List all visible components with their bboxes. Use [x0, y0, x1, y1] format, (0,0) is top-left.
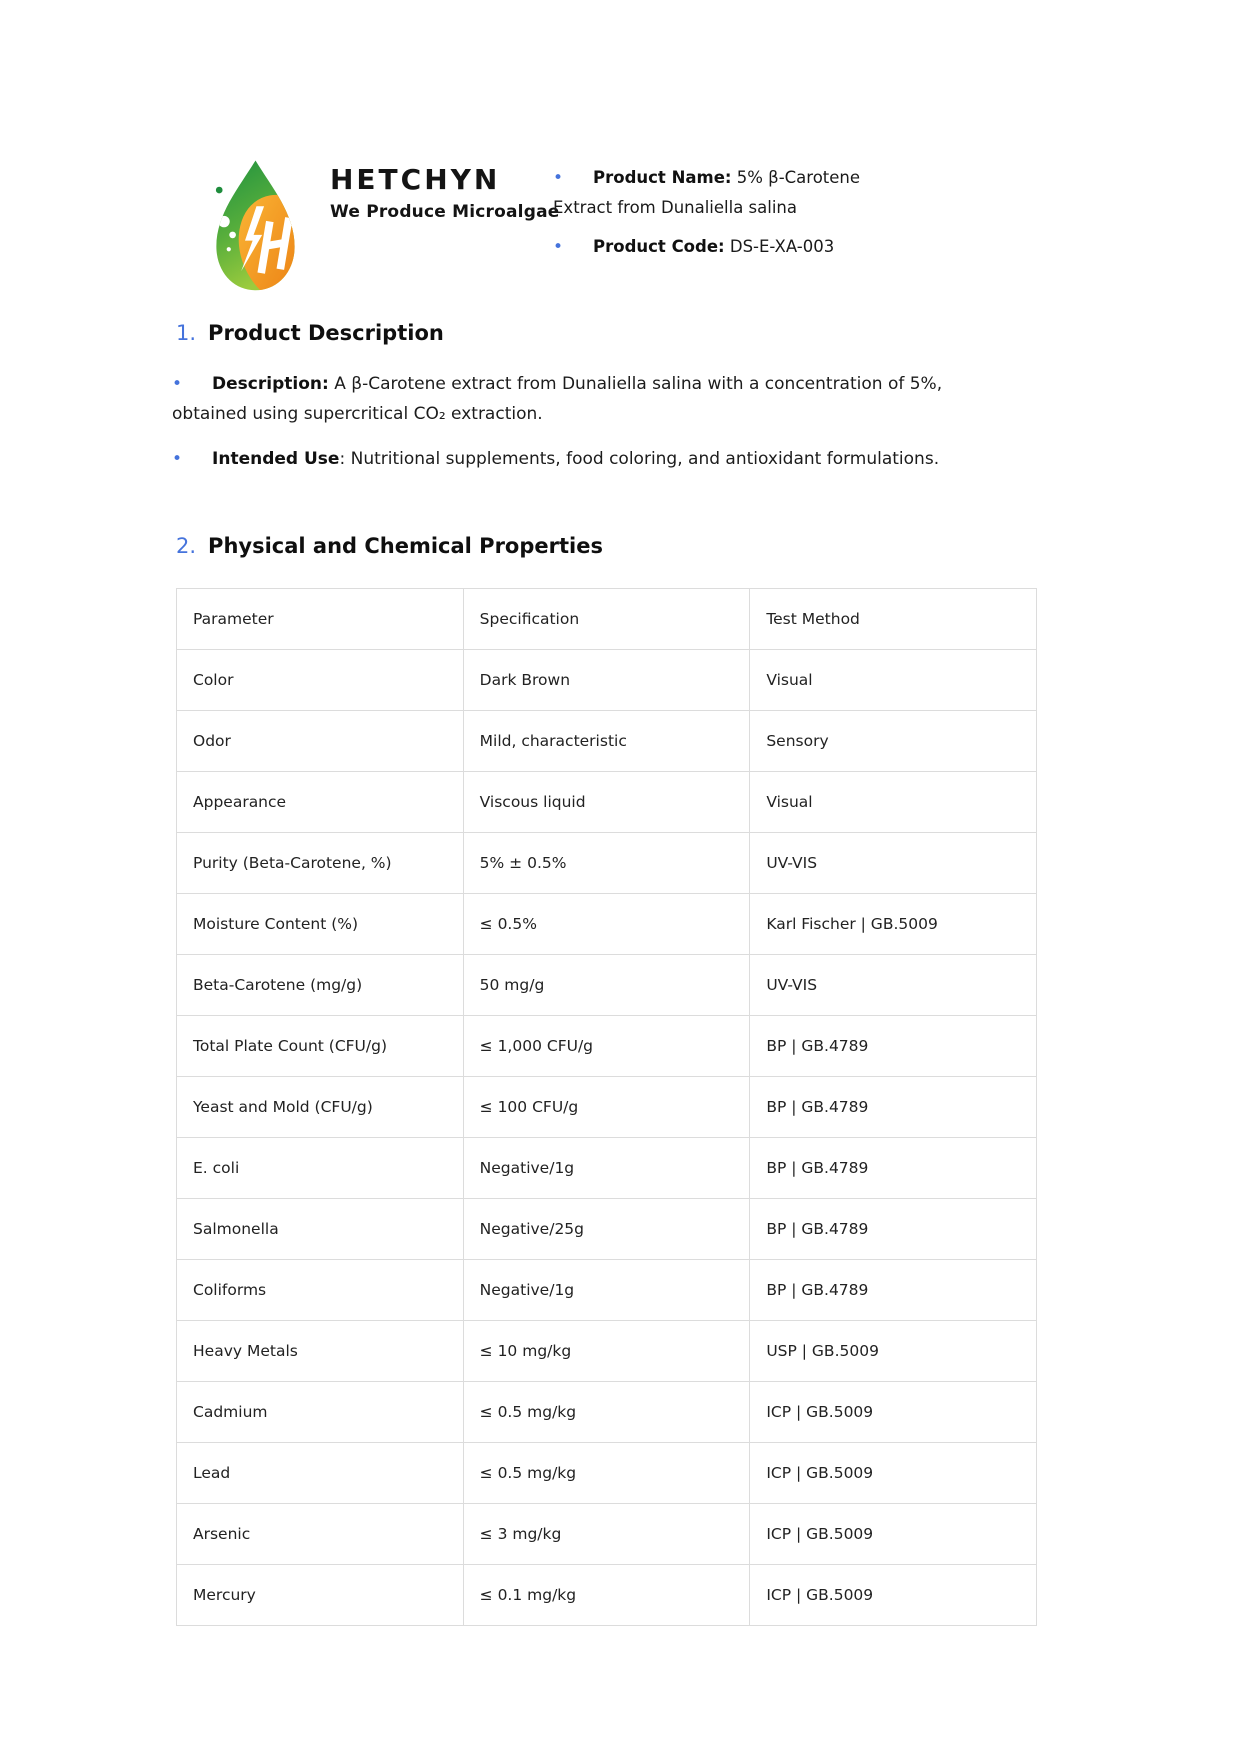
- section-2-title: Physical and Chemical Properties: [208, 534, 603, 558]
- table-row: [177, 1138, 1037, 1199]
- table-cell-specification: 50 mg/g: [463, 955, 750, 1016]
- description-bullet: [172, 370, 972, 429]
- table-cell-test-method: BP | GB.4789: [750, 1260, 1037, 1321]
- table-cell-test-method: Visual: [750, 650, 1037, 711]
- table-cell-test-method: BP | GB.4789: [750, 1199, 1037, 1260]
- table-row: [177, 1016, 1037, 1077]
- column-header-parameter: Parameter: [177, 589, 464, 650]
- description-bullet: [172, 445, 972, 475]
- table-cell-parameter: Odor: [177, 711, 464, 772]
- table-cell-test-method: BP | GB.4789: [750, 1077, 1037, 1138]
- product-info-label: Product Code:: [593, 237, 725, 256]
- spec-table: [176, 588, 1037, 1626]
- section-2-heading: [176, 533, 603, 560]
- table-row: [177, 1443, 1037, 1504]
- table-row: [177, 1199, 1037, 1260]
- table-row: [177, 711, 1037, 772]
- product-description-bullets: [172, 370, 972, 491]
- table-cell-test-method: ICP | GB.5009: [750, 1504, 1037, 1565]
- table-cell-specification: Negative/1g: [463, 1138, 750, 1199]
- brand-tagline: We Produce Microalgae: [330, 202, 560, 222]
- table-cell-parameter: Yeast and Mold (CFU/g): [177, 1077, 464, 1138]
- product-info-bullet: [553, 232, 889, 262]
- table-row: [177, 650, 1037, 711]
- droplet-microalgae-logo-icon: [203, 150, 308, 295]
- table-cell-specification: Viscous liquid: [463, 772, 750, 833]
- table-cell-test-method: UV-VIS: [750, 833, 1037, 894]
- section-1-title: Product Description: [208, 321, 444, 345]
- table-cell-test-method: USP | GB.5009: [750, 1321, 1037, 1382]
- table-cell-test-method: BP | GB.4789: [750, 1016, 1037, 1077]
- table-cell-test-method: BP | GB.4789: [750, 1138, 1037, 1199]
- bullet-icon: •: [553, 168, 564, 188]
- header-product-bullets: [553, 163, 889, 262]
- table-cell-test-method: ICP | GB.5009: [750, 1382, 1037, 1443]
- table-cell-specification: Negative/1g: [463, 1260, 750, 1321]
- table-row: [177, 833, 1037, 894]
- description-bullet-text: : Nutritional supplements, food coloring, and antioxidant formulations.: [339, 449, 940, 469]
- table-cell-parameter: Appearance: [177, 772, 464, 833]
- table-cell-test-method: Sensory: [750, 711, 1037, 772]
- table-row: [177, 894, 1037, 955]
- table-cell-parameter: Lead: [177, 1443, 464, 1504]
- product-info-value: DS-E-XA-003: [724, 237, 835, 256]
- table-row: [177, 1321, 1037, 1382]
- table-cell-specification: 5% ± 0.5%: [463, 833, 750, 894]
- section-1-number: 1.: [176, 321, 197, 345]
- table-cell-parameter: Mercury: [177, 1565, 464, 1626]
- table-row: [177, 1260, 1037, 1321]
- table-cell-test-method: ICP | GB.5009: [750, 1443, 1037, 1504]
- table-cell-specification: Negative/25g: [463, 1199, 750, 1260]
- table-cell-test-method: ICP | GB.5009: [750, 1565, 1037, 1626]
- table-row: [177, 1382, 1037, 1443]
- table-cell-test-method: UV-VIS: [750, 955, 1037, 1016]
- table-cell-specification: ≤ 0.5 mg/kg: [463, 1443, 750, 1504]
- table-cell-parameter: Purity (Beta-Carotene, %): [177, 833, 464, 894]
- table-row: [177, 955, 1037, 1016]
- description-bullet-label: Intended Use: [212, 449, 340, 469]
- table-cell-test-method: Karl Fischer | GB.5009: [750, 894, 1037, 955]
- table-cell-parameter: Cadmium: [177, 1382, 464, 1443]
- table-cell-specification: ≤ 0.1 mg/kg: [463, 1565, 750, 1626]
- column-header-specification: Specification: [463, 589, 750, 650]
- table-cell-specification: ≤ 0.5 mg/kg: [463, 1382, 750, 1443]
- table-row: [177, 772, 1037, 833]
- table-cell-specification: ≤ 100 CFU/g: [463, 1077, 750, 1138]
- bullet-icon: •: [172, 374, 183, 394]
- table-cell-test-method: Visual: [750, 772, 1037, 833]
- table-cell-parameter: Total Plate Count (CFU/g): [177, 1016, 464, 1077]
- table-row: [177, 1077, 1037, 1138]
- table-cell-parameter: Heavy Metals: [177, 1321, 464, 1382]
- product-info-label: Product Name:: [593, 168, 732, 187]
- bullet-icon: •: [172, 449, 183, 469]
- table-cell-parameter: Moisture Content (%): [177, 894, 464, 955]
- column-header-test-method: Test Method: [750, 589, 1037, 650]
- table-cell-parameter: E. coli: [177, 1138, 464, 1199]
- table-row: [177, 1504, 1037, 1565]
- product-info-bullet: [553, 163, 889, 222]
- description-bullet-text: A β-Carotene extract from Dunaliella salina with a concentration of 5%, obtained using supercritical CO₂ extraction.: [172, 374, 943, 424]
- bullet-icon: •: [553, 237, 564, 257]
- product-info-value: 5% β-Carotene Extract from Dunaliella salina: [553, 168, 861, 217]
- table-cell-specification: ≤ 10 mg/kg: [463, 1321, 750, 1382]
- table-cell-specification: Mild, characteristic: [463, 711, 750, 772]
- table-cell-specification: ≤ 3 mg/kg: [463, 1504, 750, 1565]
- section-1-heading: [176, 320, 444, 347]
- table-cell-specification: ≤ 0.5%: [463, 894, 750, 955]
- table-cell-specification: ≤ 1,000 CFU/g: [463, 1016, 750, 1077]
- table-cell-parameter: Beta-Carotene (mg/g): [177, 955, 464, 1016]
- table-cell-parameter: Coliforms: [177, 1260, 464, 1321]
- table-cell-parameter: Color: [177, 650, 464, 711]
- table-row: [177, 1565, 1037, 1626]
- table-header-row: [177, 589, 1037, 650]
- section-2-number: 2.: [176, 534, 197, 558]
- table-cell-parameter: Arsenic: [177, 1504, 464, 1565]
- brand-name: HETCHYN: [330, 163, 501, 196]
- table-cell-specification: Dark Brown: [463, 650, 750, 711]
- table-cell-parameter: Salmonella: [177, 1199, 464, 1260]
- description-bullet-label: Description:: [212, 374, 329, 394]
- brand-block: [330, 163, 559, 222]
